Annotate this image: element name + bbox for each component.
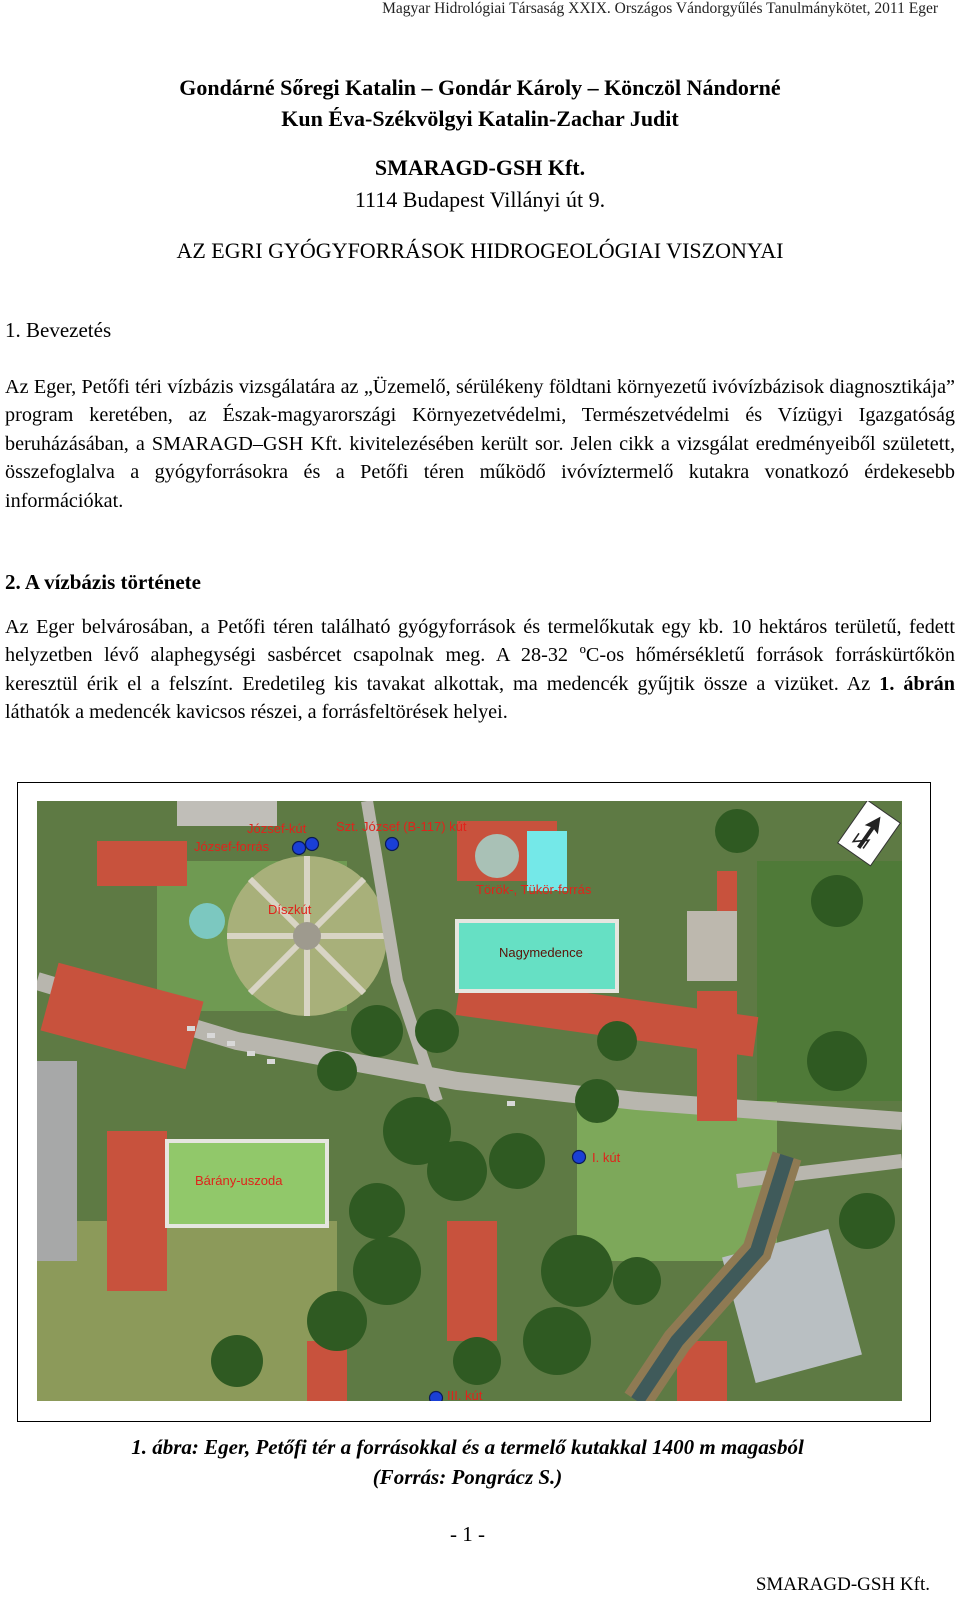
section-heading-history: 2. A vízbázis története [5, 570, 201, 594]
label-barany-uszoda: Bárány-uszoda [195, 1173, 283, 1188]
label-tukor-forras: Török-, Tükör-forrás [476, 882, 592, 897]
figure-frame [17, 782, 931, 1422]
intro-paragraph: Az Eger, Petőfi téri vízbázis vizsgálatára az „Üzemelő, sérülékeny földtani környezetű ivóvízbázisok diagnosztikája” program keretében, az Észak-magyarországi Környezetvédelmi, Természetvédelmi és Vízügyi Igazgatóság beruházásában, a SMARAGD–GSH Kft. kivitelezésében került sor. Jelen cikk a vizsgálat eredményeiből született, összefoglalva a gyógyforrásokra és a Petőfi téren működő ivóvíztermelő kutakra vonatkozó érdekesebb információkat. [5, 376, 955, 512]
company-name: SMARAGD-GSH Kft. [374, 155, 586, 180]
figure-reference: 1. ábrán [879, 672, 955, 695]
label-i-kut: I. kút [592, 1150, 621, 1165]
well-marker-jozsef-kut [306, 838, 319, 851]
footer-organization: SMARAGD-GSH Kft. [755, 1574, 930, 1595]
figure-caption [0, 1432, 935, 1492]
running-header: Magyar Hidrológiai Társaság XXIX. Országos Vándorgyűlés Tanulmánykötet, 2011 Eger [382, 0, 938, 17]
label-diszkut: Díszkút [268, 902, 312, 917]
well-marker-szt-jozsef [386, 838, 399, 851]
caption-line-2: (Forrás: Pongrácz S.) [372, 1465, 563, 1489]
history-paragraph [5, 613, 955, 727]
well-marker-iii-kut [430, 1392, 443, 1402]
well-marker-jozsef-forras [293, 842, 306, 855]
section-heading-intro: 1. Bevezetés [5, 318, 112, 342]
aerial-photo [37, 801, 902, 1401]
label-nagymedence: Nagymedence [499, 945, 583, 960]
authors-line-2: Kun Éva-Székvölgyi Katalin-Zachar Judit [281, 106, 679, 131]
authors-line-1: Gondárné Sőregi Katalin – Gondár Károly – Könczöl Nándorné [179, 75, 781, 100]
affiliation-block [0, 152, 960, 216]
well-marker-i-kut [573, 1151, 586, 1164]
label-iii-kut: III. kút [447, 1388, 483, 1401]
page-number: - 1 - [450, 1522, 485, 1546]
paper-title: AZ EGRI GYÓGYFORRÁSOK HIDROGEOLÓGIAI VISZONYAI [176, 238, 784, 263]
label-jozsef-kut: József-kút [247, 821, 307, 836]
label-jozsef-forras: József-forrás [194, 839, 270, 854]
aerial-photo-illustration [37, 801, 902, 1401]
authors-block [0, 72, 960, 134]
history-text-part-2: láthatók a medencék kavicsos részei, a forrásfeltörések helyei. [5, 701, 508, 724]
caption-line-1: 1. ábra: Eger, Petőfi tér a forrásokkal és a termelő kutakkal 1400 m magasból [131, 1435, 804, 1459]
company-address: 1114 Budapest Villányi út 9. [354, 187, 606, 212]
label-szt-jozsef-kut: Szt. József (B-117) kút [336, 819, 467, 834]
history-text-part-1: Az Eger belvárosában, a Petőfi téren található gyógyforrások és termelőkutak egy kb. 10 hektáros területű, fedett helyzetben lévő alaphegységi sasbércet csapolnak meg. A 28-32 ºC-os hőmérsékletű források forráskürtőkön keresztül érik el a felszínt. Eredetileg kis tavakat alkottak, ma medencék gyűjtik össze a vizüket. Az [5, 616, 955, 695]
